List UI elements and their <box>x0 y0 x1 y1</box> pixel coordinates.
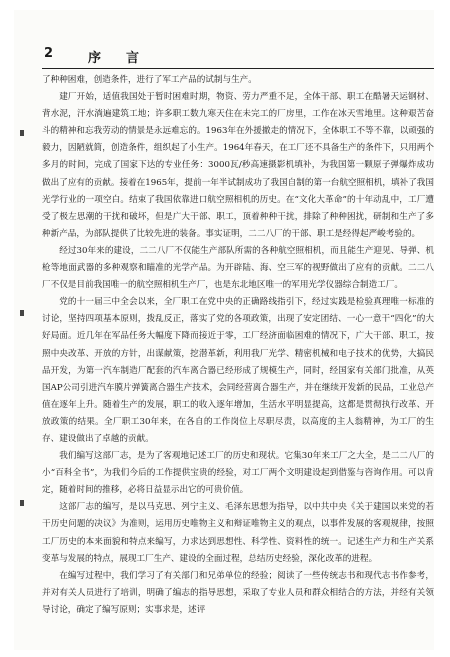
paragraph: 建厂开始，适值我国处于暂时困难时期，物资、劳力严重不足，全体干部、职工在酷暑天运钢材、背水泥，汗水淌遍建筑工地；许多职工数九寒天住在未完工的厂房里，工作在冰天雪地里。这种艰苦奋斗的精神和忘我劳动的情景是永远难忘的。1963年在外援撤走的情况下，全体职工不等不靠，以顽强的毅力，因陋就简，创造条件，组织起了小生产。1964年春天，在工厂还不具备生产的条件下，只用两个多月的时间，完成了国家下达的专业任务：3000瓦/秒高速摄影机填补，为我国第一颗原子弹爆炸成功做出了应有的贡献。接着在1965年，提前一年半试制成功了我国自制的第一台航空照相机，填补了我国光学行业的一项空白。结束了我国依靠进口航空照相机的历史。在“文化大革命”的十年动乱中，工厂遭受了极左思潮的干扰和破坏，但是广大干部、职工，顶着种种干扰，排除了种种困扰，研制和生产了多种新产品，为部队提供了比较先进的装备。事实证明，二二八厂的干部、职工是经得起严峻考验的。 <box>42 92 434 239</box>
page-number: 2 <box>44 46 54 61</box>
paragraph: 党的十一届三中全会以来，全厂职工在党中央的正确路线指引下，经过实践是检验真理唯一标准的讨论，坚持四项基本原则，拨乱反正，落实了党的各项政策，出现了安定团结、一心一意干“四化”的大好局面。近几年在军品任务大幅度下降而接近于零，工厂经济面临困难的情况下，广大干部、职工，按照中央改革、开放的方针，出谋献策，挖潜革新，利用我厂光学、精密机械和电子技术的优势，大搞民品开发，为第一汽车制造厂配套的汽车离合器已经形成了规模生产，同时，经国家有关部门批准，从英国AP公司引进汽车膜片弹簧离合器生产技术，会同经营离合器生产，并在继续开发新的民品，工业总产值在逐年上升。随着生产的发展，职工的收入逐年增加，生活水平明显提高，这都是贯彻执行改革、开放政策的结果。全厂职工30年来，在各自的工作岗位上尽职尽责，以高度的主人翁精神，为工厂的生存、建设做出了卓越的贡献。 <box>42 297 434 444</box>
paragraph: 经过30年来的建设，二二八厂不仅能生产部队所需的各种航空照相机，而且能生产迎见、导弹、机枪等地面武器的多种观察和瞄准的光学产品。为开辟陆、海、空三军的视野做出了应有的贡献。二二八厂不仅是目前我国唯一的航空照相机生产厂，也是东北地区唯一的军用光学仪器综合制造工厂。 <box>42 245 434 291</box>
binding-mark <box>20 130 24 136</box>
running-title: 序 言 <box>88 51 146 66</box>
page-header <box>44 46 434 66</box>
body-text <box>42 72 434 619</box>
binding-mark <box>20 500 24 506</box>
paragraph-continuation: 了种种困难，创造条件，进行了军工产品的试制与生产。 <box>42 75 257 85</box>
paragraph: 在编写过程中，我们学习了有关部门和兄弟单位的经验；阅读了一些传统志书和现代志书作参考，并对有关人员进行了培训，明确了编志的指导思想，采取了专业人员和群众相结合的方法，并经有关领导讨论，确定了编写原则；实事求是，述评 <box>42 570 434 615</box>
book-page <box>14 10 434 650</box>
header-rule <box>42 68 434 69</box>
paragraph: 这部厂志的编写，是以马克思、列宁主义、毛泽东思想为指导，以中共中央《关于建国以来党的若干历史问题的决议》为准则，运用历史唯物主义和辩证唯物主义的观点，以事件发展的客观规律，按照工厂历史的本来面貌和特点来编写，力求达到思想性、科学性、资料性的统一。记述生产力和生产关系变革与发展的特点，展现工厂生产、建设的全面过程，总结历史经验，深化改革的进程。 <box>42 502 434 564</box>
paragraph: 我们编写这部厂志，是为了客观地记述工厂的历史和现状。它集30年来工厂之大全，是二二八厂的小“百科全书”，为我们今后的工作提供宝贵的经验，对工厂两个文明建设起到借鉴与咨询作用。可以肯定，随着时间的推移，必将日益显示出它的可贵价值。 <box>42 451 434 496</box>
binding-mark <box>20 310 24 316</box>
